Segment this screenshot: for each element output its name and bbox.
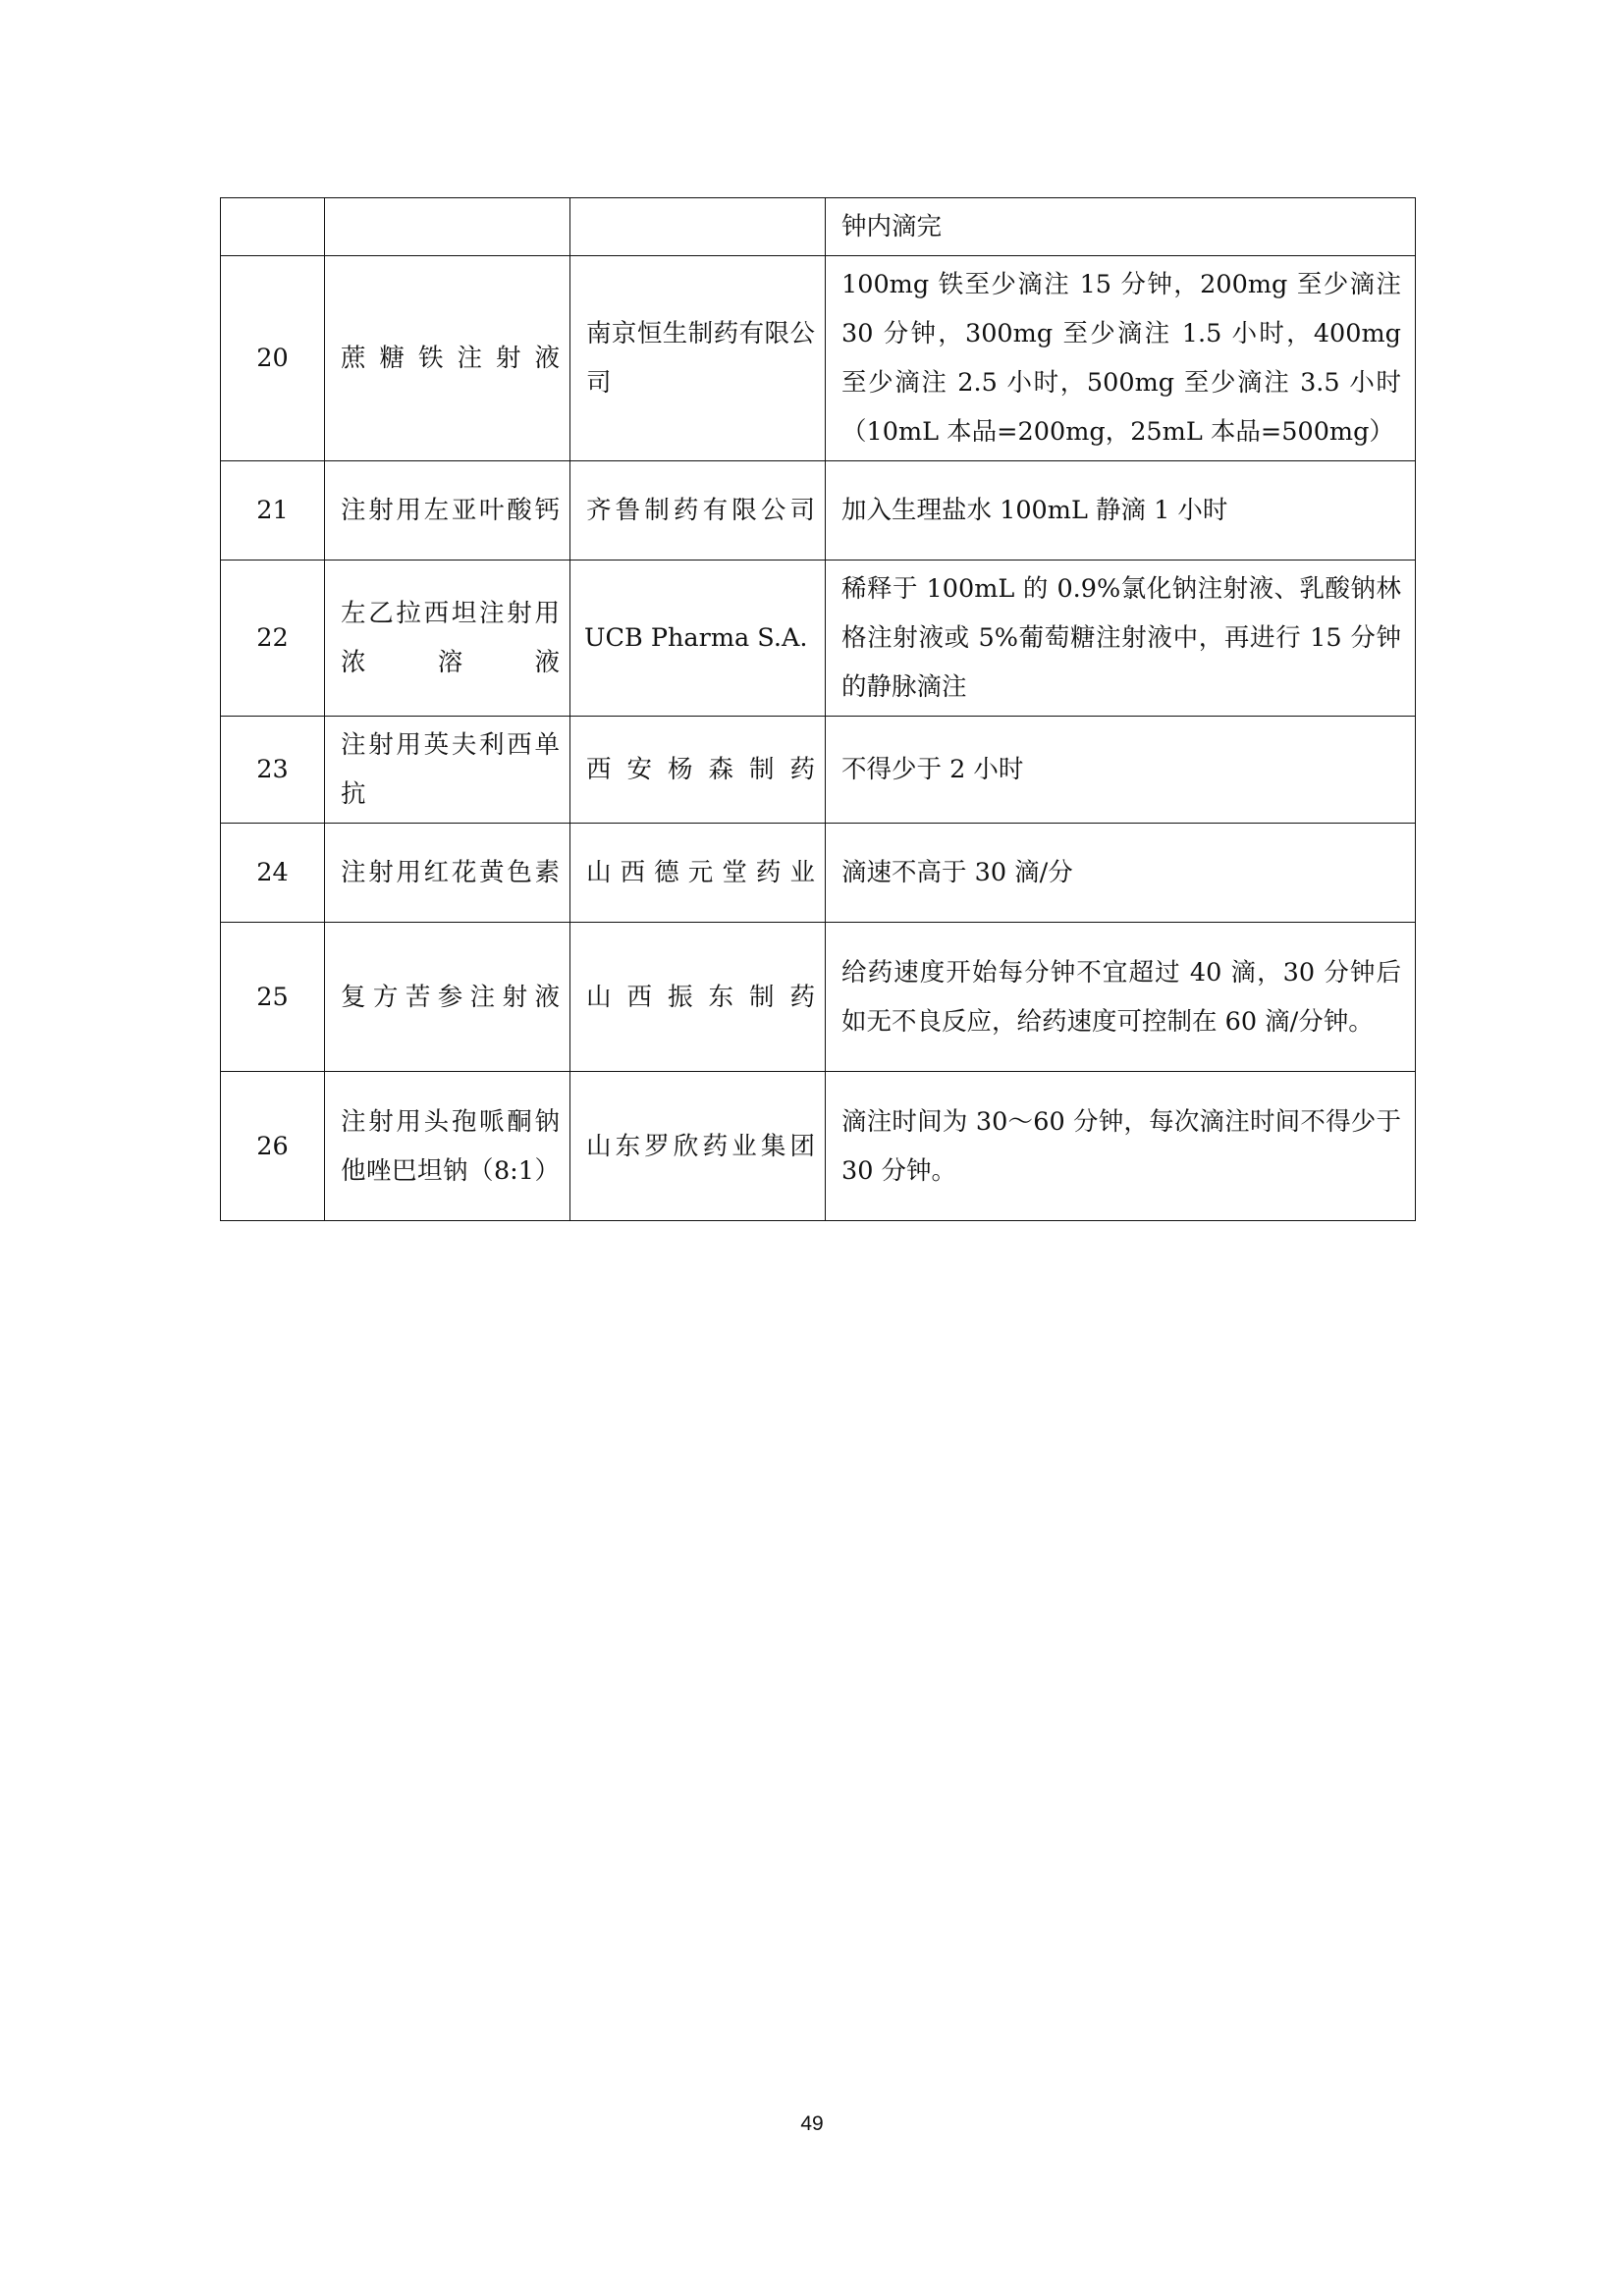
cell-number: 23 [221, 717, 325, 824]
cell-manufacturer [570, 198, 826, 256]
table-row [221, 256, 1416, 461]
cell-drug-name [325, 198, 570, 256]
cell-dosing: 加入生理盐水 100mL 静滴 1 小时 [826, 461, 1416, 561]
cell-drug-name: 注射用英夫利西单抗 [325, 717, 570, 824]
cell-manufacturer: UCB Pharma S.A. [570, 561, 826, 717]
cell-number: 20 [221, 256, 325, 461]
cell-drug-name: 蔗糖铁注射液 [325, 256, 570, 461]
cell-drug-name: 注射用头孢哌酮钠他唑巴坦钠（8:1） [325, 1072, 570, 1221]
table-row [221, 923, 1416, 1072]
table-row [221, 717, 1416, 824]
page-number: 49 [800, 2112, 824, 2135]
cell-manufacturer: 山东罗欣药业集团 [570, 1072, 826, 1221]
cell-number: 24 [221, 824, 325, 923]
drug-infusion-table [220, 197, 1416, 1221]
cell-dosing: 100mg 铁至少滴注 15 分钟，200mg 至少滴注 30 分钟，300mg 至少滴注 1.5 小时，400mg 至少滴注 2.5 小时，500mg 至少滴注 3.5 小时（10mL 本品=200mg，25mL 本品=500mg） [826, 256, 1416, 461]
table-row [221, 824, 1416, 923]
cell-dosing: 滴速不高于 30 滴/分 [826, 824, 1416, 923]
table-row [221, 1072, 1416, 1221]
cell-dosing: 稀释于 100mL 的 0.9%氯化钠注射液、乳酸钠林格注射液或 5%葡萄糖注射液中，再进行 15 分钟的静脉滴注 [826, 561, 1416, 717]
cell-number: 22 [221, 561, 325, 717]
table-row [221, 461, 1416, 561]
cell-manufacturer: 山西德元堂药业 [570, 824, 826, 923]
cell-drug-name: 注射用红花黄色素 [325, 824, 570, 923]
cell-manufacturer: 西安杨森制药 [570, 717, 826, 824]
cell-dosing: 滴注时间为 30～60 分钟，每次滴注时间不得少于 30 分钟。 [826, 1072, 1416, 1221]
cell-dosing: 给药速度开始每分钟不宜超过 40 滴，30 分钟后如无不良反应，给药速度可控制在 60 滴/分钟。 [826, 923, 1416, 1072]
table-row [221, 561, 1416, 717]
table-row-continuation [221, 198, 1416, 256]
cell-number [221, 198, 325, 256]
cell-drug-name: 注射用左亚叶酸钙 [325, 461, 570, 561]
cell-drug-name: 复方苦参注射液 [325, 923, 570, 1072]
cell-number: 25 [221, 923, 325, 1072]
cell-dosing: 不得少于 2 小时 [826, 717, 1416, 824]
cell-number: 21 [221, 461, 325, 561]
cell-dosing: 钟内滴完 [826, 198, 1416, 256]
cell-manufacturer: 南京恒生制药有限公司 [570, 256, 826, 461]
cell-manufacturer: 齐鲁制药有限公司 [570, 461, 826, 561]
cell-drug-name: 左乙拉西坦注射用浓溶液 [325, 561, 570, 717]
cell-manufacturer: 山西振东制药 [570, 923, 826, 1072]
cell-number: 26 [221, 1072, 325, 1221]
